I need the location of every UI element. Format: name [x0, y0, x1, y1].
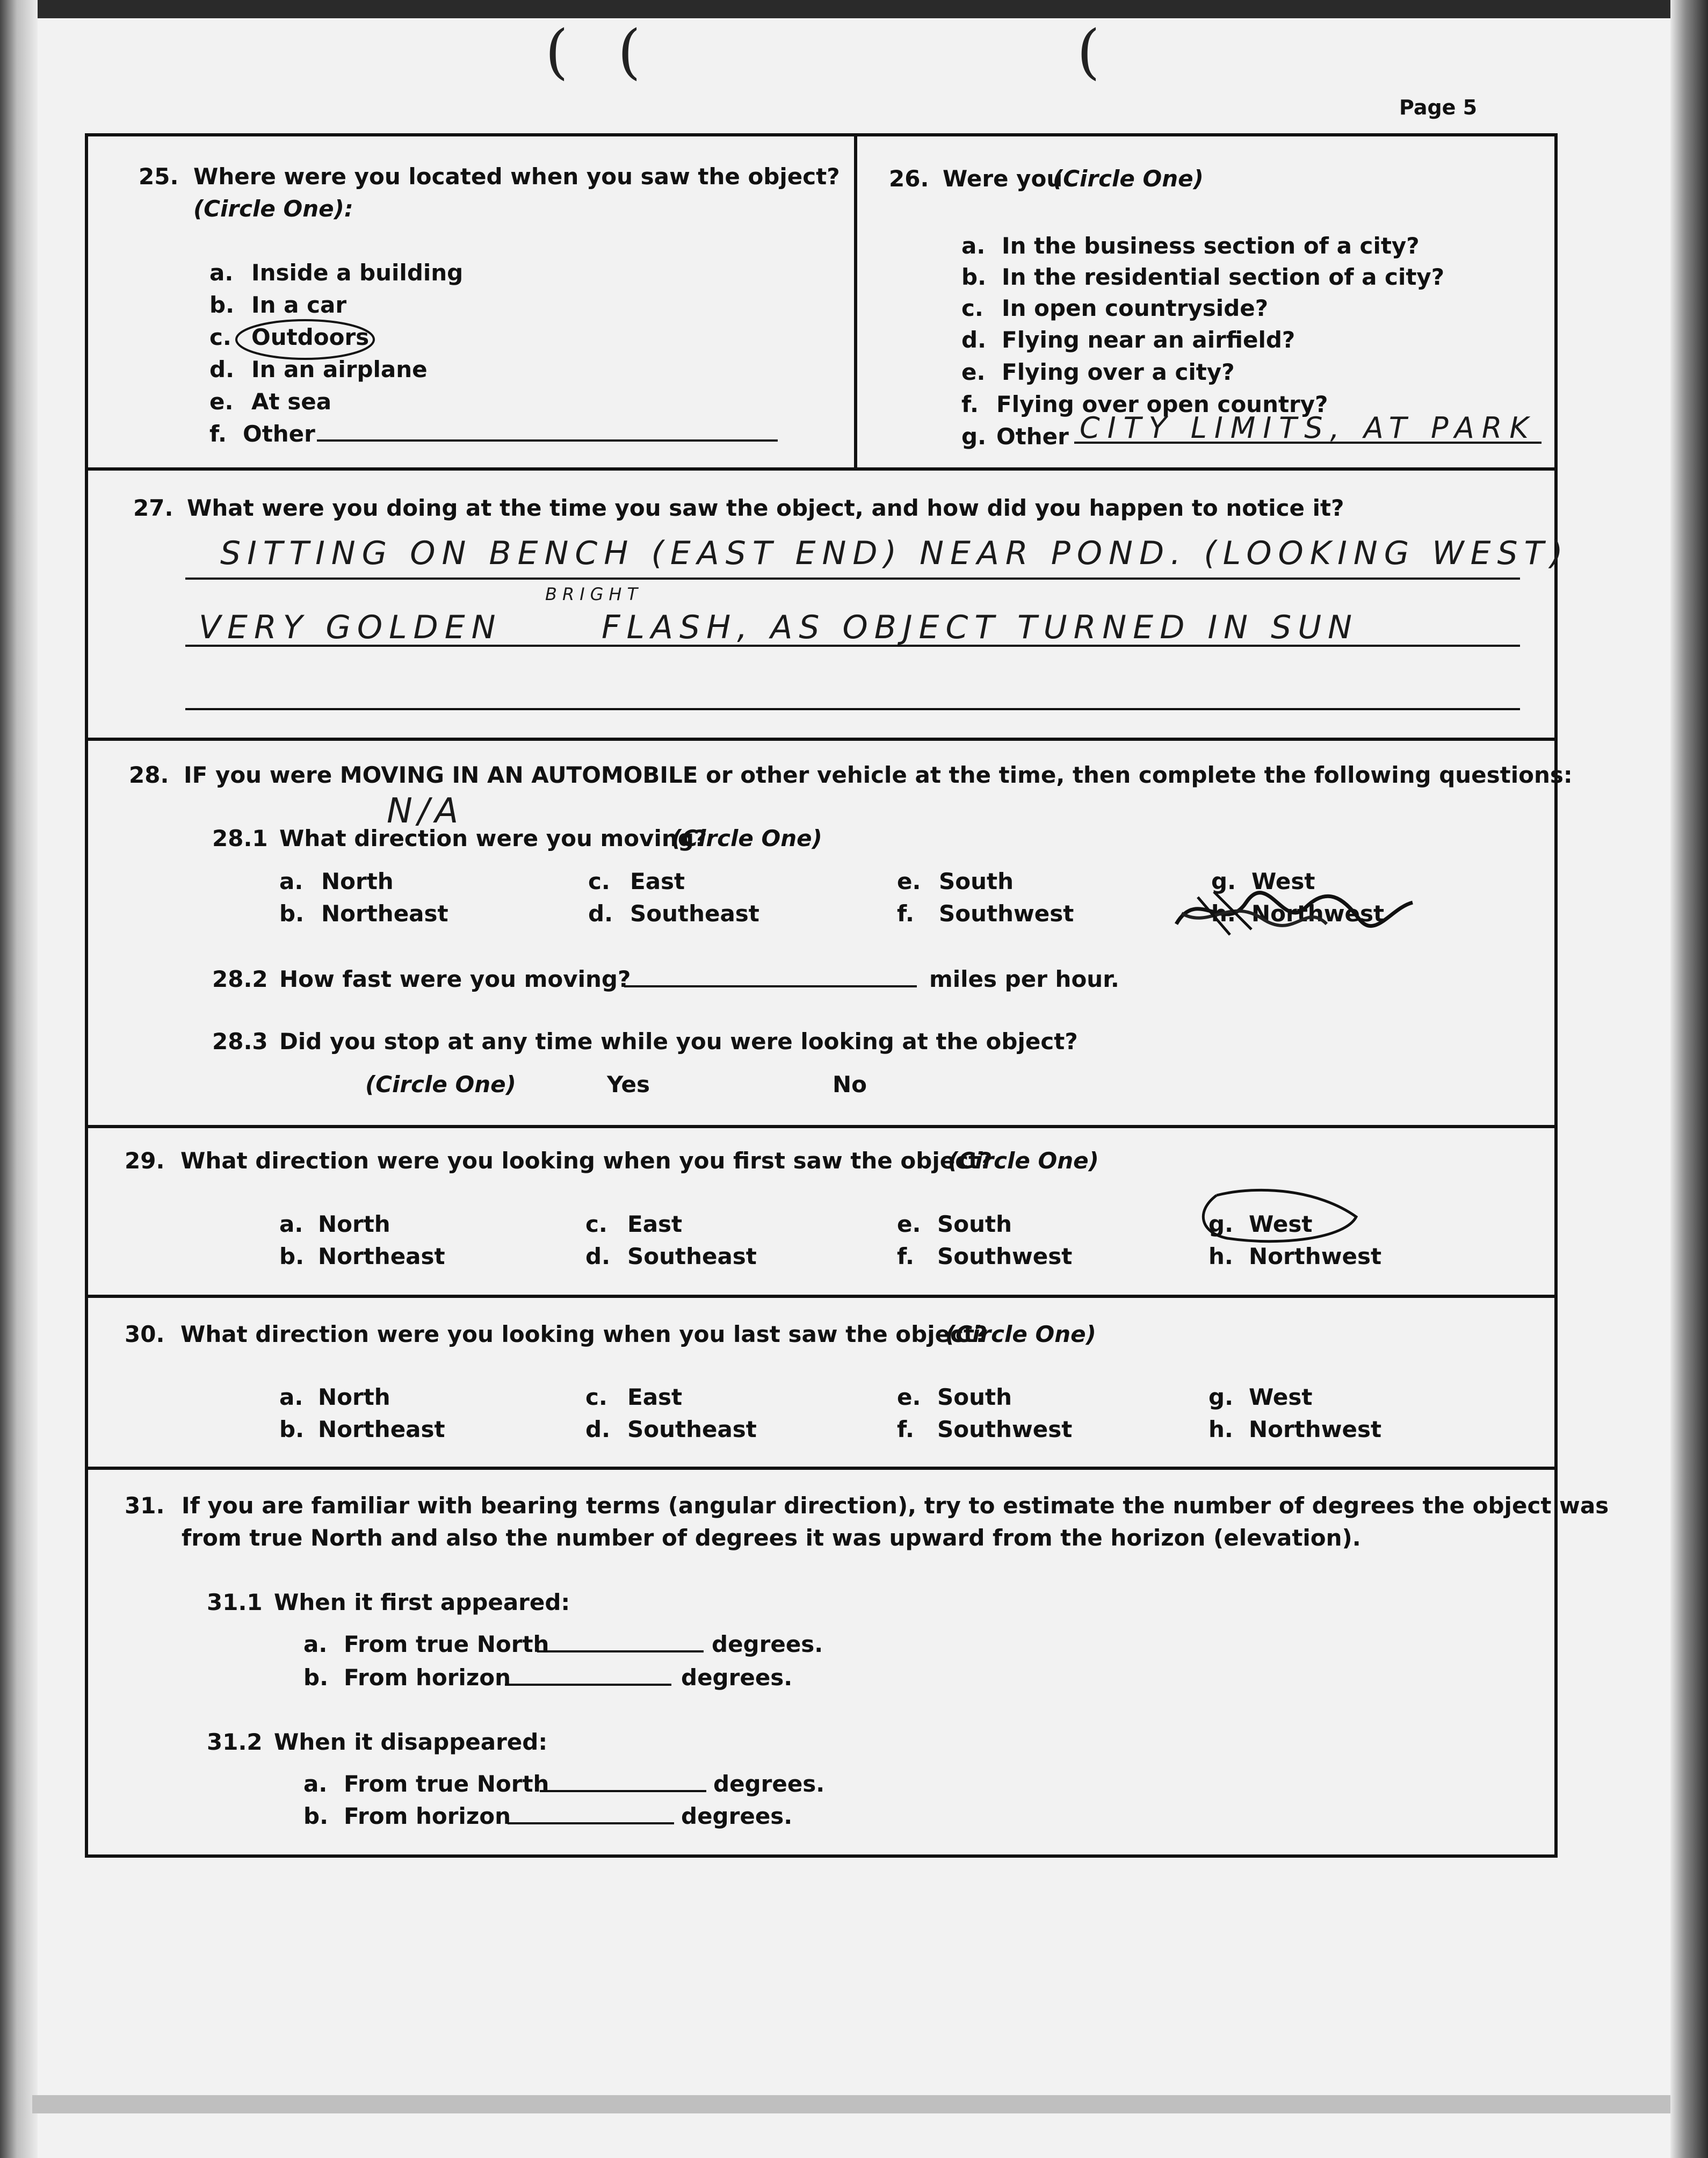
option-northeast[interactable]: Northeast [321, 900, 448, 927]
option-letter: b. [279, 1416, 305, 1442]
sub-question-text: What direction were you moving? [279, 825, 707, 851]
handwritten-answer-line-2b: FLASH, AS OBJECT TURNED IN SUN [602, 609, 1359, 646]
question-number: 26. [889, 165, 929, 192]
option-north[interactable]: North [318, 1384, 390, 1410]
question-text: Were you [943, 165, 1063, 192]
column-divider [854, 135, 857, 470]
option-south[interactable]: South [937, 1384, 1012, 1410]
option-letter: c. [585, 1384, 607, 1410]
section-divider [86, 1467, 1557, 1470]
unit-degrees: degrees. [681, 1803, 793, 1829]
option-letter: h. [1211, 900, 1236, 927]
question-instruction: (Circle One): [193, 196, 353, 222]
option-northwest[interactable]: Northwest [1249, 1243, 1382, 1269]
page-number: Page 5 [1399, 96, 1478, 119]
other-blank-line[interactable] [317, 439, 778, 442]
option-business-section[interactable]: In the business section of a city? [1002, 233, 1420, 259]
handwritten-na: N/A [387, 791, 464, 831]
option-letter: a. [209, 259, 234, 286]
option-letter: h. [1208, 1416, 1233, 1442]
answer-line-3[interactable] [185, 708, 1520, 710]
option-southwest[interactable]: Southwest [939, 900, 1074, 927]
unit-degrees: degrees. [712, 1631, 823, 1657]
option-letter: e. [961, 359, 986, 385]
degrees-blank-line[interactable] [508, 1822, 674, 1824]
option-letter: b. [209, 292, 235, 318]
option-letter: b. [303, 1664, 329, 1691]
question-number: 29. [125, 1147, 165, 1174]
option-northwest[interactable]: Northwest [1249, 1416, 1382, 1442]
option-south[interactable]: South [939, 868, 1014, 894]
option-letter: f. [961, 391, 979, 417]
handwritten-answer-line-1: SITTING ON BENCH (EAST END) NEAR POND. (LOOKING WEST) [220, 535, 1569, 572]
section-divider [86, 738, 1557, 741]
option-northeast[interactable]: Northeast [318, 1243, 445, 1269]
unit-degrees: degrees. [681, 1664, 793, 1691]
scan-edge-left [0, 0, 38, 2158]
option-letter: a. [279, 1384, 303, 1410]
option-south[interactable]: South [937, 1211, 1012, 1237]
option-southwest[interactable]: Southwest [937, 1243, 1073, 1269]
option-in-an-airplane[interactable]: In an airplane [251, 356, 428, 382]
degrees-blank-line[interactable] [537, 1650, 704, 1652]
option-letter: a. [961, 233, 986, 259]
option-east[interactable]: East [630, 868, 685, 894]
label-from-true-north: From true North [344, 1631, 549, 1657]
option-north[interactable]: North [321, 868, 394, 894]
question-instruction: (Circle One) [945, 1321, 1096, 1347]
degrees-blank-line[interactable] [505, 1684, 671, 1686]
option-flying-near-airfield[interactable]: Flying near an airfield? [1002, 327, 1296, 353]
label-from-horizon: From horizon [344, 1664, 511, 1691]
scan-edge-top [0, 0, 1708, 18]
option-other[interactable]: Other [996, 423, 1069, 450]
option-letter: b. [303, 1803, 329, 1829]
option-northeast[interactable]: Northeast [318, 1416, 445, 1442]
sub-question-number: 28.1 [212, 825, 268, 851]
answer-line-1[interactable] [185, 578, 1520, 580]
speed-unit: miles per hour. [929, 966, 1119, 992]
option-letter: c. [585, 1211, 607, 1237]
option-flying-over-city[interactable]: Flying over a city? [1002, 359, 1235, 385]
option-northwest[interactable]: Northwest [1251, 900, 1385, 927]
option-no[interactable]: No [833, 1071, 867, 1098]
option-letter: c. [209, 324, 231, 350]
sub-question-instruction: (Circle One) [671, 825, 822, 851]
option-southwest[interactable]: Southwest [937, 1416, 1073, 1442]
option-letter: d. [961, 327, 987, 353]
sub-question-number: 28.2 [212, 966, 268, 992]
option-letter: g. [961, 423, 987, 450]
option-letter: e. [897, 868, 921, 894]
option-letter: d. [209, 356, 235, 382]
option-southeast[interactable]: Southeast [630, 900, 759, 927]
option-letter: e. [897, 1211, 921, 1237]
option-letter: e. [209, 388, 234, 415]
sub-question-number: 28.3 [212, 1028, 268, 1055]
handwritten-other-answer: CITY LIMITS, AT PARK [1080, 411, 1536, 445]
option-letter: g. [1211, 868, 1236, 894]
option-letter: f. [897, 1416, 914, 1442]
question-text-line-1: If you are familiar with bearing terms (angular direction), try to estimate the number of degrees the object was [182, 1492, 1609, 1519]
degrees-blank-line[interactable] [540, 1790, 706, 1792]
option-letter: c. [588, 868, 610, 894]
question-number: 30. [125, 1321, 165, 1347]
option-east[interactable]: East [627, 1384, 683, 1410]
section-divider [86, 1125, 1557, 1128]
sub-question-number: 31.2 [207, 1729, 263, 1755]
option-southeast[interactable]: Southeast [627, 1416, 757, 1442]
sub-question-text: Did you stop at any time while you were looking at the object? [279, 1028, 1078, 1055]
question-text: IF you were MOVING IN AN AUTOMOBILE or other vehicle at the time, then complete the following questions: [184, 762, 1573, 788]
question-instruction: (Circle One) [1053, 165, 1204, 192]
sub-question-number: 31.1 [207, 1589, 263, 1615]
option-southeast[interactable]: Southeast [627, 1243, 757, 1269]
question-instruction: (Circle One) [948, 1147, 1099, 1174]
option-letter: a. [303, 1771, 328, 1797]
option-north[interactable]: North [318, 1211, 390, 1237]
option-letter: a. [279, 1211, 303, 1237]
option-west[interactable]: West [1249, 1384, 1313, 1410]
option-residential-section[interactable]: In the residential section of a city? [1002, 264, 1445, 290]
option-letter: e. [897, 1384, 921, 1410]
unit-degrees: degrees. [713, 1771, 825, 1797]
question-text: Where were you located when you saw the object? [193, 163, 840, 190]
label-from-horizon: From horizon [344, 1803, 511, 1829]
option-flying-over-open-country[interactable]: Flying over open country? [996, 391, 1328, 417]
sub-question-text: How fast were you moving? [279, 966, 631, 992]
option-letter: b. [279, 1243, 305, 1269]
question-number: 31. [125, 1492, 165, 1519]
section-divider [86, 1295, 1557, 1298]
option-letter: f. [897, 1243, 914, 1269]
option-letter: d. [585, 1243, 611, 1269]
question-number: 25. [139, 163, 179, 190]
option-outdoors[interactable]: Outdoors [251, 324, 370, 350]
option-letter: g. [1208, 1384, 1234, 1410]
scan-edge-bottom [32, 2095, 1670, 2113]
option-letter: a. [279, 868, 303, 894]
question-text: What were you doing at the time you saw the object, and how did you happen to notice it? [187, 495, 1344, 521]
scan-mark: ( [618, 17, 641, 86]
option-letter: g. [1208, 1211, 1234, 1237]
handwritten-insert: BRIGHT [545, 584, 643, 604]
scribble-cross-out [1166, 876, 1418, 946]
scan-mark: ( [1077, 17, 1100, 86]
option-in-a-car[interactable]: In a car [251, 292, 347, 318]
option-inside-building[interactable]: Inside a building [251, 259, 464, 286]
option-west[interactable]: West [1251, 868, 1315, 894]
answer-circle [1195, 1185, 1367, 1249]
option-letter: f. [209, 421, 227, 447]
option-letter: d. [588, 900, 613, 927]
option-letter: d. [585, 1416, 611, 1442]
sub-question-title: When it first appeared: [274, 1589, 570, 1615]
section-divider [86, 467, 1557, 471]
question-text: What direction were you looking when you first saw the object? [180, 1147, 993, 1174]
scan-edge-right [1670, 0, 1708, 2158]
option-open-countryside[interactable]: In open countryside? [1002, 295, 1269, 321]
option-letter: c. [961, 295, 983, 321]
question-text: What direction were you looking when you last saw the object? [180, 1321, 988, 1347]
option-west[interactable]: West [1249, 1211, 1313, 1237]
option-at-sea[interactable]: At sea [251, 388, 332, 415]
scan-mark: ( [545, 17, 568, 86]
option-letter: f. [897, 900, 914, 927]
option-yes[interactable]: Yes [607, 1071, 650, 1098]
label-from-true-north: From true North [344, 1771, 549, 1797]
option-letter: h. [1208, 1243, 1233, 1269]
option-east[interactable]: East [627, 1211, 683, 1237]
option-letter: b. [961, 264, 987, 290]
handwritten-answer-line-2a: VERY GOLDEN [199, 609, 502, 646]
sub-question-title: When it disappeared: [274, 1729, 548, 1755]
question-number: 27. [133, 495, 173, 521]
speed-blank-line[interactable] [624, 985, 917, 987]
option-other[interactable]: Other [243, 421, 315, 447]
sub-question-instruction: (Circle One) [365, 1071, 516, 1098]
question-number: 28. [129, 762, 169, 788]
option-letter: b. [279, 900, 305, 927]
question-text-line-2: from true North and also the number of degrees it was upward from the horizon (elevation). [182, 1525, 1361, 1551]
option-letter: a. [303, 1631, 328, 1657]
answer-line-2[interactable] [185, 645, 1520, 647]
